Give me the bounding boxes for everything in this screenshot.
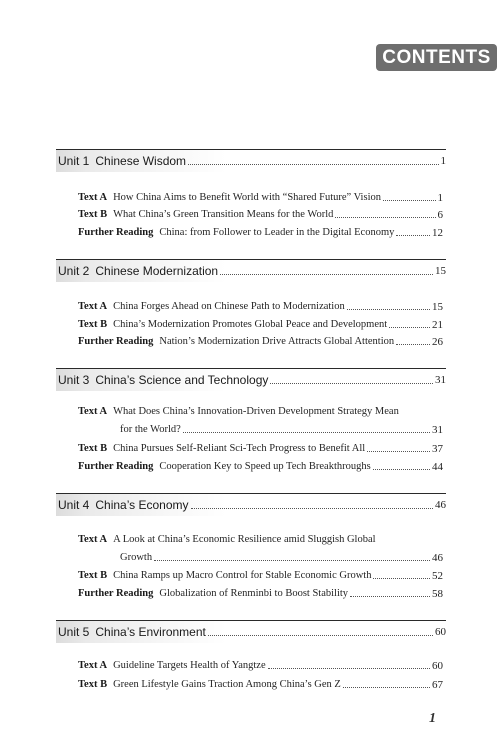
entry-page: 12 — [432, 226, 443, 239]
unit-title: China’s Environment — [95, 625, 206, 639]
toc-entry[interactable] — [78, 441, 443, 456]
toc-entry[interactable] — [78, 225, 443, 240]
dot-leader — [367, 451, 430, 452]
dot-leader — [383, 200, 436, 201]
toc-entry[interactable] — [78, 568, 443, 583]
entry-title: Guideline Targets Health of Yangtze — [113, 660, 266, 671]
entry-title: China Forges Ahead on Chinese Path to Modernization — [113, 301, 345, 312]
dot-leader — [208, 635, 433, 636]
entry-title: Green Lifestyle Gains Traction Among China’s Gen Z — [113, 679, 341, 690]
entry-label: Text A — [78, 192, 108, 203]
contents-heading: CONTENTS — [376, 44, 497, 71]
toc-entry[interactable] — [78, 459, 443, 474]
entry-page: 15 — [432, 300, 443, 313]
toc-entry[interactable] — [78, 299, 443, 314]
dot-leader — [347, 309, 430, 310]
entry-page: 26 — [432, 335, 443, 348]
entry-label: Further Reading — [78, 461, 154, 472]
entry-page: 46 — [432, 551, 443, 564]
dot-leader — [335, 217, 435, 218]
page-number: 1 — [429, 711, 436, 726]
unit-page: 31 — [435, 374, 446, 386]
dot-leader — [268, 668, 430, 669]
toc-entry[interactable] — [78, 190, 443, 205]
dot-leader — [191, 508, 433, 509]
toc-entry[interactable] — [78, 404, 443, 419]
toc-entry[interactable] — [78, 532, 443, 547]
entry-title: China: from Follower to Leader in the Digital Economy — [159, 227, 395, 238]
entry-title: What China’s Green Transition Means for the World — [113, 209, 334, 220]
entry-title: A Look at China’s Economic Resilience amid Sluggish Global — [113, 534, 376, 545]
toc-entry-continued[interactable] — [120, 550, 443, 565]
unit-title: China’s Science and Technology — [95, 373, 269, 387]
dot-leader — [373, 469, 430, 470]
entry-page: 31 — [432, 423, 443, 436]
toc-entry[interactable] — [78, 586, 443, 601]
dot-leader — [389, 327, 430, 328]
toc-entry[interactable] — [78, 207, 443, 222]
dot-leader — [343, 687, 430, 688]
entry-page: 6 — [437, 208, 443, 221]
entry-title: China Pursues Self-Reliant Sci-Tech Progress to Benefit All — [113, 443, 366, 454]
unit-label: Unit 1 — [58, 154, 90, 168]
entry-title: Cooperation Key to Speed up Tech Breakthroughs — [159, 461, 371, 472]
entry-label: Text A — [78, 534, 108, 545]
entry-page: 37 — [432, 442, 443, 455]
unit-label: Unit 4 — [58, 498, 90, 512]
entry-title-continued: Growth — [120, 552, 153, 563]
unit-title: China’s Economy — [95, 498, 189, 512]
entry-page: 60 — [432, 659, 443, 672]
entry-label: Text A — [78, 301, 108, 312]
dot-leader — [220, 274, 433, 275]
toc-entry[interactable] — [78, 677, 443, 692]
entry-label: Text B — [78, 570, 108, 581]
toc-entry[interactable] — [78, 334, 443, 349]
dot-leader — [396, 235, 430, 236]
unit-label: Unit 3 — [58, 373, 90, 387]
dot-leader — [154, 560, 430, 561]
unit-3-row[interactable] — [56, 368, 446, 391]
dot-leader — [183, 432, 430, 433]
unit-5-row[interactable] — [56, 620, 446, 643]
toc-entry-continued[interactable] — [120, 422, 443, 437]
entry-page: 1 — [437, 191, 443, 204]
entry-label: Text A — [78, 406, 108, 417]
toc-entry[interactable] — [78, 317, 443, 332]
entry-label: Text B — [78, 679, 108, 690]
unit-title: Chinese Modernization — [95, 264, 219, 278]
entry-label: Text B — [78, 319, 108, 330]
entry-title: How China Aims to Benefit World with “Shared Future” Vision — [113, 192, 381, 203]
entry-label: Text B — [78, 209, 108, 220]
dot-leader — [270, 383, 433, 384]
unit-label: Unit 5 — [58, 625, 90, 639]
entry-page: 44 — [432, 460, 443, 473]
unit-page: 15 — [435, 265, 446, 277]
entry-title: Nation’s Modernization Drive Attracts Global Attention — [159, 336, 395, 347]
entry-label: Further Reading — [78, 336, 154, 347]
entry-title-continued: for the World? — [120, 424, 181, 435]
entry-page: 67 — [432, 678, 443, 691]
entry-page: 21 — [432, 318, 443, 331]
entry-page: 58 — [432, 587, 443, 600]
entry-title: What Does China’s Innovation-Driven Development Strategy Mean — [113, 406, 399, 417]
dot-leader — [396, 344, 430, 345]
entry-title: China’s Modernization Promotes Global Peace and Development — [113, 319, 388, 330]
unit-4-row[interactable] — [56, 493, 446, 516]
entry-page: 52 — [432, 569, 443, 582]
entry-label: Further Reading — [78, 227, 154, 238]
dot-leader — [373, 578, 430, 579]
dot-leader — [188, 164, 438, 165]
unit-page: 60 — [435, 626, 446, 638]
unit-page: 1 — [440, 155, 446, 167]
unit-page: 46 — [435, 499, 446, 511]
toc-entry[interactable] — [78, 658, 443, 673]
unit-1-row[interactable] — [56, 149, 446, 172]
dot-leader — [350, 596, 430, 597]
unit-label: Unit 2 — [58, 264, 90, 278]
entry-title: China Ramps up Macro Control for Stable Economic Growth — [113, 570, 372, 581]
unit-title: Chinese Wisdom — [95, 154, 187, 168]
entry-title: Globalization of Renminbi to Boost Stability — [159, 588, 349, 599]
entry-label: Text B — [78, 443, 108, 454]
entry-label: Further Reading — [78, 588, 154, 599]
entry-label: Text A — [78, 660, 108, 671]
unit-2-row[interactable] — [56, 259, 446, 282]
